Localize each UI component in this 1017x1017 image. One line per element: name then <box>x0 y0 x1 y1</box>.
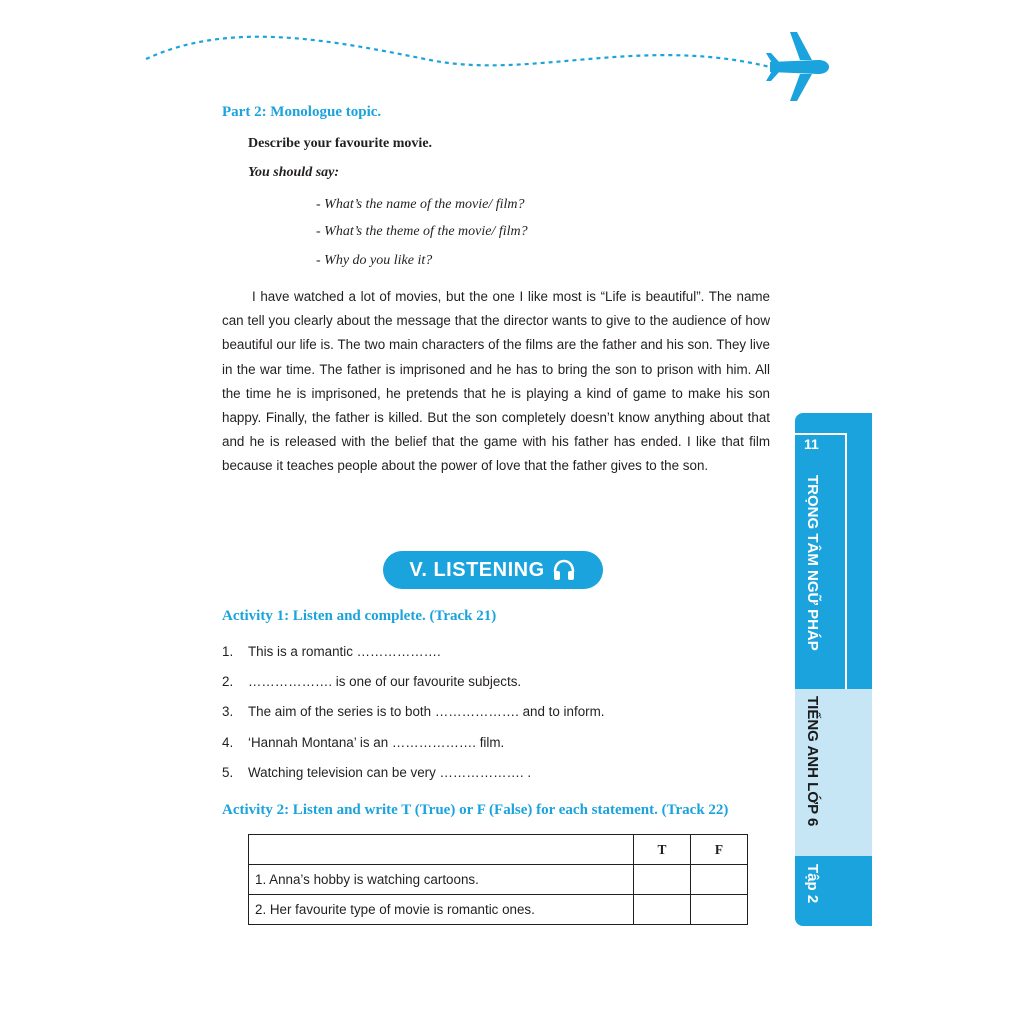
table-row <box>249 895 748 925</box>
item-text: The aim of the series is to both ………………. and to inform. <box>248 704 605 719</box>
statement-cell: 2. Her favourite type of movie is romantic ones. <box>249 895 634 925</box>
header-blank-cell <box>249 835 634 865</box>
airplane-icon <box>766 32 829 101</box>
item-text: Watching television can be very ………………. . <box>248 765 532 780</box>
true-answer-cell[interactable] <box>634 895 691 925</box>
part2-heading: Part 2: Monologue topic. <box>222 104 382 120</box>
listening-section-title <box>383 551 603 589</box>
column-false-header: F <box>691 835 748 865</box>
dashed-flight-trail <box>146 37 770 67</box>
true-false-table <box>248 834 748 925</box>
question-1: - What’s the name of the movie/ film? <box>316 197 525 212</box>
sample-answer-paragraph: I have watched a lot of movies, but the one I like most is “Life is beautiful”. The name can tell you clearly about the message that the director wants to give to the audience of how beautiful our life is. The two main characters of the films are the father and his son. They live in the war time. The father is imprisoned and he has to bring the son to prison with him. All the time he is imprisoned, he pretends that he is playing a kind of game to make his son happy. Finally, the father is killed. But the son completely doesn’t know anything about that and he is released with the belief that the game with his father has ended. I like that film because it teaches people about the power of love that the father gives to the son. <box>222 289 770 474</box>
statement-cell: 1. Anna’s hobby is watching cartoons. <box>249 865 634 895</box>
item-number: 2. <box>222 674 234 689</box>
table-header-row <box>249 835 748 865</box>
series-title: TRỌNG TÂM NGỮ PHÁP <box>804 475 821 651</box>
table-row <box>249 865 748 895</box>
column-true-header: T <box>634 835 691 865</box>
should-say-label: You should say: <box>248 165 340 180</box>
headphones-icon <box>551 557 577 583</box>
false-answer-cell[interactable] <box>691 895 748 925</box>
activity2-heading: Activity 2: Listen and write T (True) or F (False) for each statement. (Track 22) <box>222 802 729 818</box>
true-answer-cell[interactable] <box>634 865 691 895</box>
tab-divider-vertical <box>845 433 847 689</box>
flight-path-decoration <box>0 0 1017 120</box>
item-number: 1. <box>222 644 234 659</box>
question-2: - What’s the theme of the movie/ film? <box>316 224 528 239</box>
volume-label: Tập 2 <box>804 864 821 904</box>
item-text: This is a romantic ………………. <box>248 644 441 659</box>
section-title-text: V. LISTENING <box>409 558 545 581</box>
item-text: ………………. is one of our favourite subjects. <box>248 674 522 689</box>
item-number: 5. <box>222 765 234 780</box>
page-number: 11 <box>804 436 819 452</box>
subject-title: TIẾNG ANH LỚP 6 <box>804 696 821 827</box>
question-3: - Why do you like it? <box>316 253 433 268</box>
item-text: ‘Hannah Montana’ is an ………………. film. <box>248 735 505 750</box>
activity1-heading: Activity 1: Listen and complete. (Track 21) <box>222 608 497 624</box>
side-book-tab <box>795 413 872 926</box>
item-number: 3. <box>222 704 234 719</box>
false-answer-cell[interactable] <box>691 865 748 895</box>
part2-prompt: Describe your favourite movie. <box>248 136 433 151</box>
item-number: 4. <box>222 735 234 750</box>
tab-divider-top <box>795 433 847 435</box>
